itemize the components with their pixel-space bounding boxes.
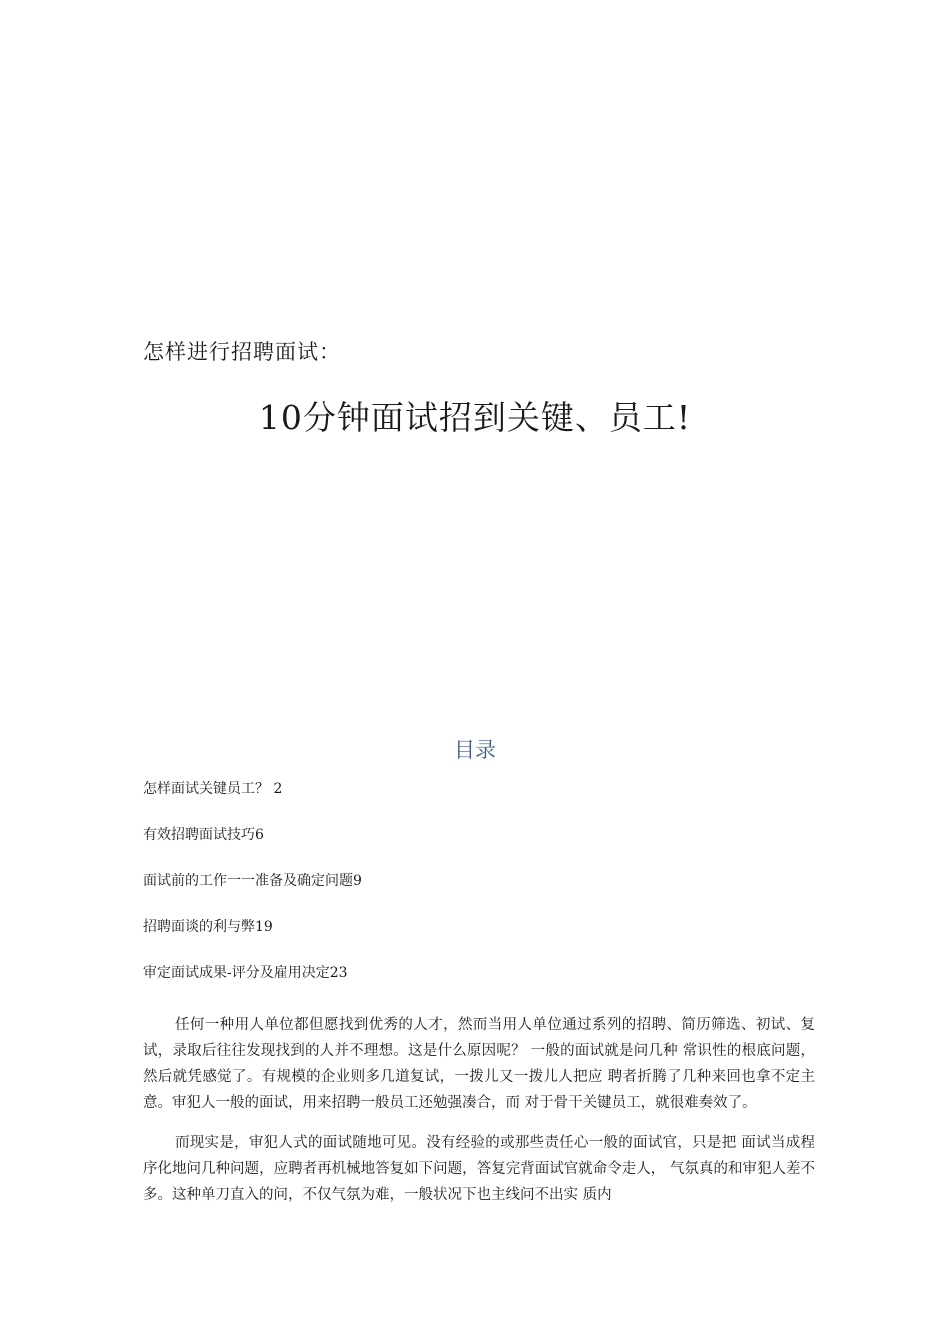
toc-entry-page: 19 [255,919,273,935]
toc-entry-page: 23 [329,965,348,981]
toc-entry-page: 6 [255,827,264,843]
body-paragraph: 任何一种用人单位都但愿找到优秀的人才，然而当用人单位通过系列的招聘、简历筛选、初试、复试，录取后往往发现找到的人并不理想。这是什么原因呢？ 一般的面试就是问几种 常识性的根底问题，然后就凭感觉了。有规模的企业则多几道复试，一拨儿又一拨儿人把应 聘者折腾了几种来回也拿不定主意。审犯人一般的面试，用来招聘一般员工还勉强凑合，而 对于骨干关键员工，就很难奏效了。 [143,1017,815,1111]
document-title: 10分钟面试招到关键、员工! [258,398,692,437]
toc-entry-title: 面试前的工作一一准备及确定问题 [143,873,353,889]
table-of-contents [143,778,362,1008]
toc-entry-title: 怎样面试关键员工？ [143,781,269,797]
body-paragraph: 而现实是，审犯人式的面试随地可见。没有经验的或那些责任心一般的面试官，只是把 面试当成程序化地问几种问题，应聘者再机械地答复如下问题，答复完背面试官就命令走人， 气氛真的和审犯人差不多。这种单刀直入的问，不仅气氛为难，一般状况下也主线问不出实 质内 [143,1135,815,1203]
toc-entry-page: 9 [353,873,362,889]
toc-entry-page: 2 [269,781,283,797]
toc-entry[interactable] [143,916,362,962]
toc-heading: 目录 [454,738,496,762]
document-subtitle: 怎样进行招聘面试： [143,340,341,364]
toc-entry-title: 审定面试成果-评分及雇用决定 [143,965,330,981]
toc-entry[interactable] [143,870,362,916]
toc-entry[interactable] [143,824,362,870]
toc-entry-title: 招聘面谈的利与弊 [143,919,255,935]
toc-entry[interactable] [143,962,362,1008]
toc-entry[interactable] [143,778,362,824]
toc-entry-title: 有效招聘面试技巧 [143,827,255,843]
